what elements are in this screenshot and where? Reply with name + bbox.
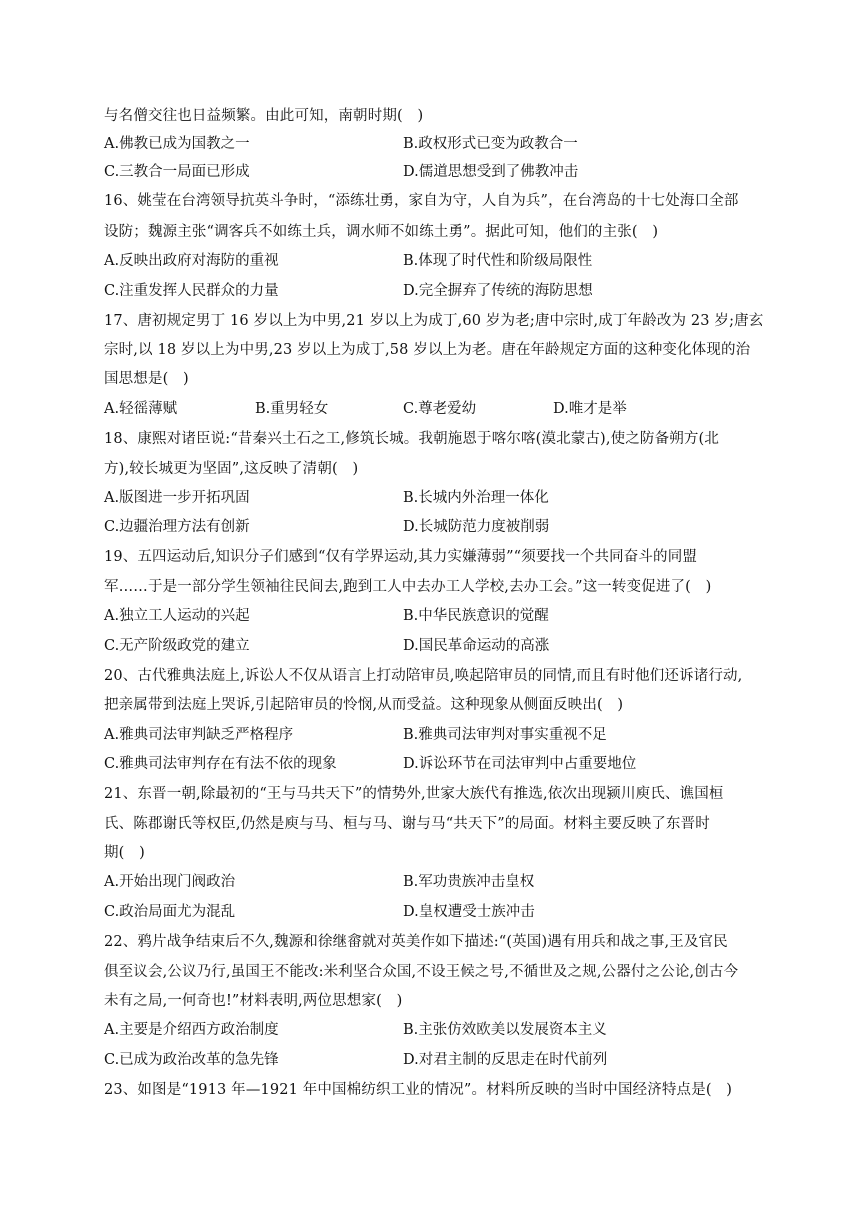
q21-option-b: B.军功贵族冲击皇权 [403,874,535,890]
question-21-stem-line-2: 氏、陈郡谢氏等权臣,仍然是庾与马、桓与马、谢与马“共天下”的局面。材料主要反映了东晋时 [104,816,710,832]
question-17-stem-line-3: 国思想是( ) [104,371,189,387]
question-19-stem-line-1: 19、五四运动后,知识分子们感到“仅有学界运动,其力实嫌薄弱”“须要找一个共同奋斗的同盟 [104,549,698,565]
q22-option-a: A.主要是介绍西方政治制度 [104,1022,279,1038]
question-17-stem-line-1: 17、唐初规定男丁 16 岁以上为中男,21 岁以上为成丁,60 岁为老;唐中宗时,成丁年龄改为 23 岁;唐玄 [104,313,764,329]
q22-option-d: D.对君主制的反思走在时代前列 [403,1052,608,1068]
q19-option-c: C.无产阶级政党的建立 [104,638,250,654]
q21-option-c: C.政治局面尤为混乱 [104,904,236,920]
q22-option-b: B.主张仿效欧美以发展资本主义 [403,1022,607,1038]
q17-option-c: C.尊老爱幼 [403,401,477,417]
q16-option-d: D.完全摒弃了传统的海防思想 [403,283,593,299]
question-15-stem-tail: 与名僧交往也日益频繁。由此可知，南朝时期( ) [104,108,424,124]
q17-option-d: D.唯才是举 [553,401,627,417]
q19-option-a: A.独立工人运动的兴起 [104,608,250,624]
q20-option-d: D.诉讼环节在司法审判中占重要地位 [403,756,637,772]
q18-option-c: C.边疆治理方法有创新 [104,519,250,535]
q19-option-d: D.国民革命运动的高涨 [403,638,550,654]
q22-option-c: C.已成为政治改革的急先锋 [104,1052,279,1068]
question-18-stem-line-1: 18、康熙对诸臣说:“昔秦兴土石之工,修筑长城。我朝施恩于喀尔喀(漠北蒙古),使之防备朔方(北 [104,431,719,447]
question-17-stem-line-2: 宗时,以 18 岁以上为中男,23 岁以上为成丁,58 岁以上为老。唐在年龄规定方面的这种变化体现的治 [104,342,751,358]
question-22-stem-line-2: 俱至议会,公议乃行,虽国王不能改:米利坚合众国,不设王候之号,不循世及之规,公器付之公论,创古今 [104,964,739,980]
q20-option-a: A.雅典司法审判缺乏严格程序 [104,727,294,743]
q17-option-b: B.重男轻女 [255,401,329,417]
q20-option-c: C.雅典司法审判存在有法不依的现象 [104,756,337,772]
q16-option-b: B.体现了时代性和阶级局限性 [403,253,593,269]
q15-option-a: A.佛教已成为国教之一 [104,136,250,152]
question-23-stem: 23、如图是“1913 年—1921 年中国棉纺织工业的情况”。材料所反映的当时中国经济特点是( ) [104,1082,733,1098]
question-20-stem-line-1: 20、古代雅典法庭上,诉讼人不仅从语言上打动陪审员,唤起陪审员的同情,而且有时他们还诉诸行动, [104,668,743,684]
q16-option-a: A.反映出政府对海防的重视 [104,253,279,269]
q16-option-c: C.注重发挥人民群众的力量 [104,283,279,299]
q21-option-d: D.皇权遭受士族冲击 [403,904,535,920]
question-18-stem-line-2: 方),较长城更为坚固”,这反映了清朝( ) [104,461,359,477]
question-22-stem-line-3: 未有之局,一何奇也!”材料表明,两位思想家( ) [104,993,403,1009]
question-19-stem-line-2: 军……于是一部分学生领袖往民间去,跑到工人中去办工人学校,去办工会。”这一转变促进了( ) [104,579,712,595]
question-21-stem-line-1: 21、东晋一朝,除最初的“王与马共天下”的情势外,世家大族代有推选,依次出现颍川庾氏、谯国桓 [104,786,724,802]
question-20-stem-line-2: 把亲属带到法庭上哭诉,引起陪审员的怜悯,从而受益。这种现象从侧面反映出( ) [104,697,624,713]
question-16-stem-line-1: 16、姚莹在台湾领导抗英斗争时，“添练壮勇，家自为守，人自为兵”，在台湾岛的十七处海口全部 [104,193,739,209]
q18-option-d: D.长城防范力度被削弱 [403,519,550,535]
question-21-stem-line-3: 期( ) [104,845,145,861]
question-22-stem-line-1: 22、鸦片战争结束后不久,魏源和徐继畲就对英美作如下描述:“(英国)遇有用兵和战之事,王及官民 [104,934,728,950]
q15-option-c: C.三教合一局面已形成 [104,164,250,180]
q15-option-b: B.政权形式已变为政教合一 [403,136,578,152]
q17-option-a: A.轻徭薄赋 [104,401,178,417]
q15-option-d: D.儒道思想受到了佛教冲击 [403,164,579,180]
q19-option-b: B.中华民族意识的觉醒 [403,608,549,624]
q18-option-b: B.长城内外治理一体化 [403,490,549,506]
q21-option-a: A.开始出现门阀政治 [104,874,236,890]
q18-option-a: A.版图进一步开拓巩固 [104,490,250,506]
q20-option-b: B.雅典司法审判对事实重视不足 [403,727,607,743]
question-16-stem-line-2: 设防；魏源主张“调客兵不如练土兵，调水师不如练土勇”。据此可知，他们的主张( ) [104,224,659,240]
